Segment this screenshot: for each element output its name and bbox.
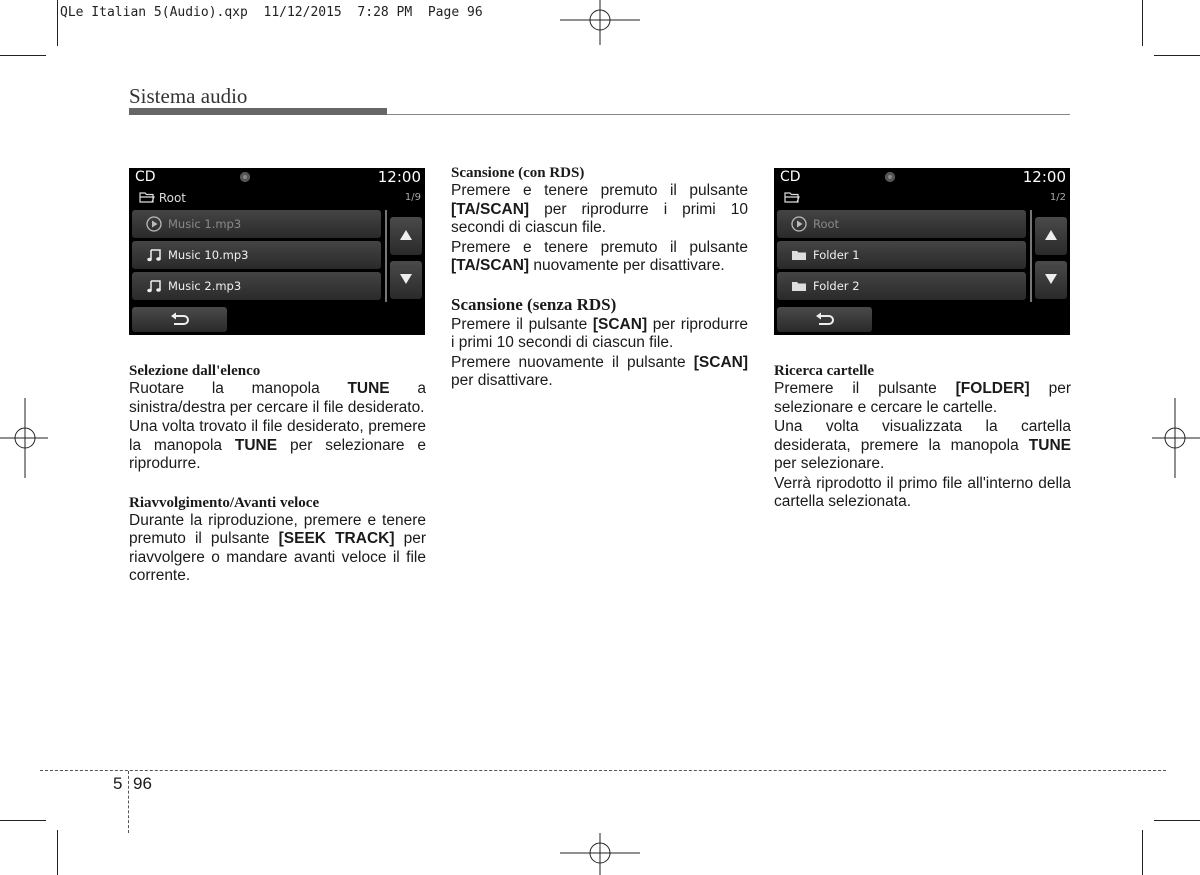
column-right-text [774,362,1071,512]
section-title: Sistema audio [129,84,248,108]
paragraph: Premere il pulsante [SCAN] per riprodurre i primi 10 secondi di ciascun file. [451,315,748,351]
heading-rewind-forward: Riavvolgimento/Avanti veloce [129,494,320,511]
paragraph: Durante la riproduzione, premere e tenere premuto il pulsante [SEEK TRACK] per riavvolgere o mandare avanti veloce il file corrente. [129,511,426,584]
crop-mark [0,820,46,821]
current-folder [139,191,186,205]
registration-mark [1152,398,1200,478]
heading-scan-rds: Scansione (con RDS) [451,165,585,181]
crop-mark [1142,0,1143,46]
scrollbar[interactable] [1030,210,1032,302]
registration-mark [0,398,48,478]
arrow-up-icon [1043,228,1059,242]
paragraph: Premere e tenere premuto il pulsante [TA/SCAN] nuovamente per disattivare. [451,238,748,274]
list-item-label: Music 2.mp3 [168,279,242,293]
heading-folder-search: Ricerca cartelle [774,363,875,379]
list-item-label: Music 1.mp3 [168,217,242,231]
clock: 12:00 [377,168,421,186]
list-item[interactable] [132,241,381,269]
heading-scan-no-rds: Scansione (senza RDS) [451,294,617,314]
heading-list-selection: Selezione dall'elenco [129,363,261,379]
folder-icon [791,247,807,263]
play-circle-icon [146,216,162,232]
crop-mark [1154,820,1200,821]
item-counter: 1/9 [404,192,421,203]
registration-mark [560,833,640,875]
list-item-label: Folder 1 [813,248,860,262]
back-button[interactable] [132,307,227,332]
scroll-up-button[interactable] [1035,217,1067,255]
folder-open-icon [784,191,800,203]
list-item-label: Music 10.mp3 [168,248,249,262]
page-number: 96 [133,774,152,793]
clock: 12:00 [1022,168,1066,186]
paragraph: Premere il pulsante [FOLDER] per selezionare e cercare le cartelle. [774,380,1071,416]
crop-mark [0,55,46,56]
disc-icon [885,172,895,182]
scroll-down-button[interactable] [390,261,422,299]
print-slug: QLe Italian 5(Audio).qxp 11/12/2015 7:28 PM Page 96 [60,5,483,20]
list-item[interactable] [132,272,381,300]
paragraph: Una volta visualizzata la cartella desiderata, premere la manopola TUNE per selezionare. [774,418,1071,472]
back-arrow-icon [170,312,190,326]
arrow-down-icon [1043,272,1059,286]
audio-screen-file-list [129,168,425,335]
footer-rule [40,770,1166,771]
scroll-down-button[interactable] [1035,261,1067,299]
folder-icon [791,278,807,294]
crop-mark [57,0,58,46]
chapter-number: 5 [113,774,123,793]
registration-mark [560,0,640,45]
source-label: CD [135,169,156,185]
header-rule-thick [129,108,387,115]
list-item[interactable] [777,272,1026,300]
source-label: CD [780,169,801,185]
paragraph: Una volta trovato il file desiderato, premere la manopola TUNE per selezionare e riprodurre. [129,418,426,472]
list-item-label: Root [813,217,840,231]
crop-mark [1154,55,1200,56]
music-note-icon [146,278,162,294]
item-counter: 1/2 [1049,192,1066,203]
list-item[interactable] [132,210,381,238]
list-item-label: Folder 2 [813,279,860,293]
back-button[interactable] [777,307,872,332]
column-middle-text [451,164,748,391]
music-note-icon [146,247,162,263]
scroll-up-button[interactable] [390,217,422,255]
crop-mark [57,830,58,875]
header-rule-thin [387,114,1070,115]
paragraph: Premere e tenere premuto il pulsante [TA/SCAN] per riprodurre i primi 10 secondi di ciascun file. [451,182,748,236]
paragraph: Premere nuovamente il pulsante [SCAN] per disattivare. [451,353,748,389]
folder-name: Root [158,191,187,205]
paragraph: Verrà riprodotto il primo file all'interno della cartella selezionata. [774,474,1071,510]
scrollbar[interactable] [385,210,387,302]
paragraph: Ruotare la manopola TUNE a sinistra/destra per cercare il file desiderato. [129,380,426,416]
disc-icon [240,172,250,182]
footer-divider [128,771,129,833]
folder-open-icon [139,191,155,203]
arrow-down-icon [398,272,414,286]
play-circle-icon [791,216,807,232]
audio-screen-folder-list [774,168,1070,335]
arrow-up-icon [398,228,414,242]
list-item[interactable] [777,241,1026,269]
column-left-text [129,362,426,586]
back-arrow-icon [815,312,835,326]
current-folder [784,191,800,205]
list-item[interactable] [777,210,1026,238]
crop-mark [1142,830,1143,875]
